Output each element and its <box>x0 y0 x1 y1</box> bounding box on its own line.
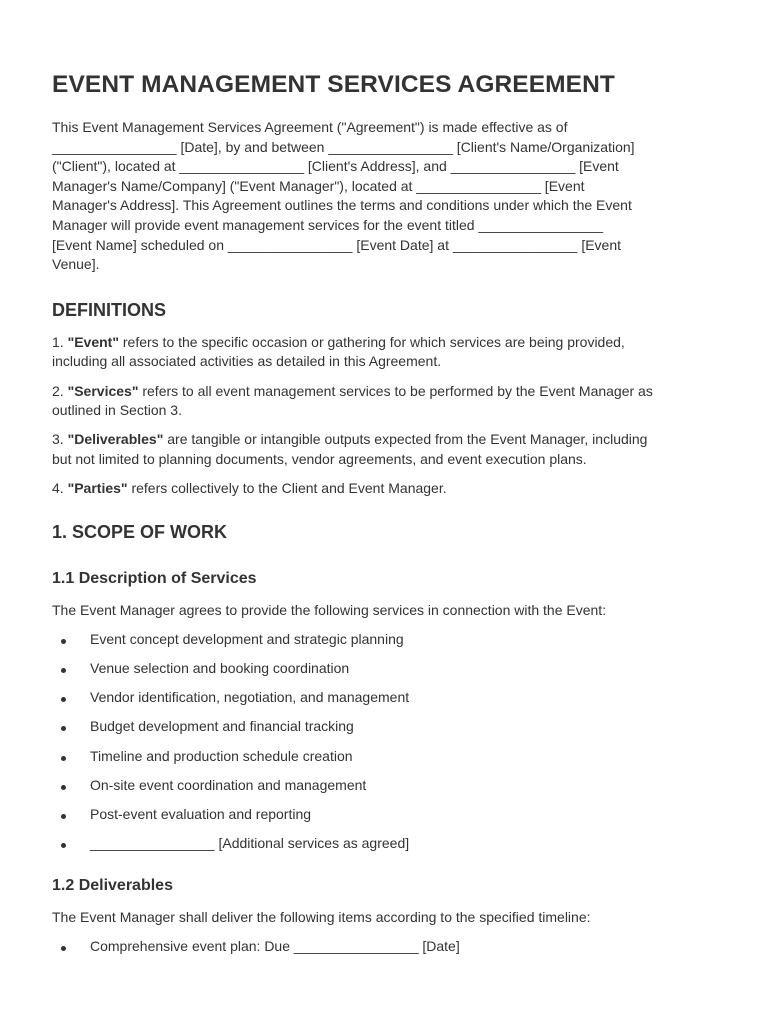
scope-of-work-heading: 1. SCOPE OF WORK <box>52 521 228 542</box>
definition-term: "Services" <box>67 382 139 399</box>
list-item-text: Budget development and financial tracking <box>90 718 354 735</box>
definition-number: 1. <box>52 333 64 350</box>
list-item-text: Timeline and production schedule creation <box>90 747 353 764</box>
list-item <box>52 717 718 737</box>
definition-text: refers to the specific occasion or gathering for which services are being provided, <box>122 333 625 350</box>
intro-line: This Event Management Services Agreement ("Agreement") is made effective as of <box>52 119 568 135</box>
deliverables-heading: 1.2 Deliverables <box>52 876 173 894</box>
definition-text: refers collectively to the Client and Event Manager. <box>131 480 447 497</box>
list-item-text: On-site event coordination and management <box>90 776 367 793</box>
list-item <box>52 776 718 796</box>
list-item <box>52 834 718 854</box>
services-intro: The Event Manager agrees to provide the following services in connection with the Event: <box>52 601 607 618</box>
bullet-icon <box>61 785 66 790</box>
intro-line: Manager will provide event management services for the event titled ________________ <box>52 216 604 233</box>
definition-number: 4. <box>52 480 64 497</box>
intro-line: ("Client"), located at ________________ [Client's Address], and ________________ [Event <box>52 158 619 175</box>
bullet-icon <box>61 639 66 644</box>
bullet-icon <box>61 814 66 819</box>
definition-term: "Deliverables" <box>67 431 164 448</box>
definition-number: 2. <box>52 382 64 399</box>
definitions-heading: DEFINITIONS <box>52 299 167 320</box>
list-item <box>52 747 718 767</box>
intro-line: [Event Name] scheduled on ________________ [Event Date] at ________________ [Event <box>52 236 622 253</box>
deliverables-list <box>52 937 718 957</box>
list-item <box>52 630 718 650</box>
bullet-icon <box>61 668 66 673</box>
definition-term: "Event" <box>67 333 119 350</box>
bullet-icon <box>61 843 66 848</box>
services-list <box>52 630 718 854</box>
list-item-text: Post-event evaluation and reporting <box>90 806 312 822</box>
intro-line: Venue]. <box>52 256 100 273</box>
list-item-text: ________________ [Additional services as agreed] <box>90 835 410 852</box>
bullet-icon <box>61 697 66 702</box>
intro-line: ________________ [Date], by and between ________________ [Client's Name/Organization] <box>52 138 635 155</box>
deliverables-intro: The Event Manager shall deliver the following items according to the specified timeline: <box>52 908 591 925</box>
bullet-icon <box>61 946 66 951</box>
definition-text: are tangible or intangible outputs expected from the Event Manager, including <box>167 431 648 448</box>
bullet-icon <box>61 726 66 731</box>
intro-paragraph <box>52 118 718 275</box>
definitions-list <box>52 333 718 499</box>
definition-item <box>52 479 718 499</box>
definition-number: 3. <box>52 431 64 448</box>
list-item-text: Vendor identification, negotiation, and management <box>90 689 410 706</box>
definition-text: including all associated activities as detailed in this Agreement. <box>52 353 442 370</box>
definition-term: "Parties" <box>67 480 128 497</box>
definition-text: outlined in Section 3. <box>52 402 182 419</box>
description-of-services-heading: 1.1 Description of Services <box>52 569 257 587</box>
list-item <box>52 688 718 708</box>
definition-item <box>52 333 718 372</box>
intro-line: Manager's Address]. This Agreement outlines the terms and conditions under which the Event <box>52 197 632 214</box>
intro-line: Manager's Name/Company] ("Event Manager"), located at ________________ [Event <box>52 177 585 194</box>
list-item <box>52 659 718 679</box>
list-item <box>52 805 718 825</box>
list-item <box>52 937 718 957</box>
definition-text: but not limited to planning documents, vendor agreements, and event execution plans. <box>52 450 587 467</box>
list-item-text: Event concept development and strategic planning <box>90 630 404 647</box>
definition-item <box>52 382 718 421</box>
list-item-text: Comprehensive event plan: Due ________________ [Date] <box>90 937 460 954</box>
definition-item <box>52 430 718 469</box>
definition-text: refers to all event management services to be performed by the Event Manager as <box>142 382 653 399</box>
bullet-icon <box>61 756 66 761</box>
list-item-text: Venue selection and booking coordination <box>90 660 350 677</box>
document-title: EVENT MANAGEMENT SERVICES AGREEMENT <box>52 71 615 98</box>
